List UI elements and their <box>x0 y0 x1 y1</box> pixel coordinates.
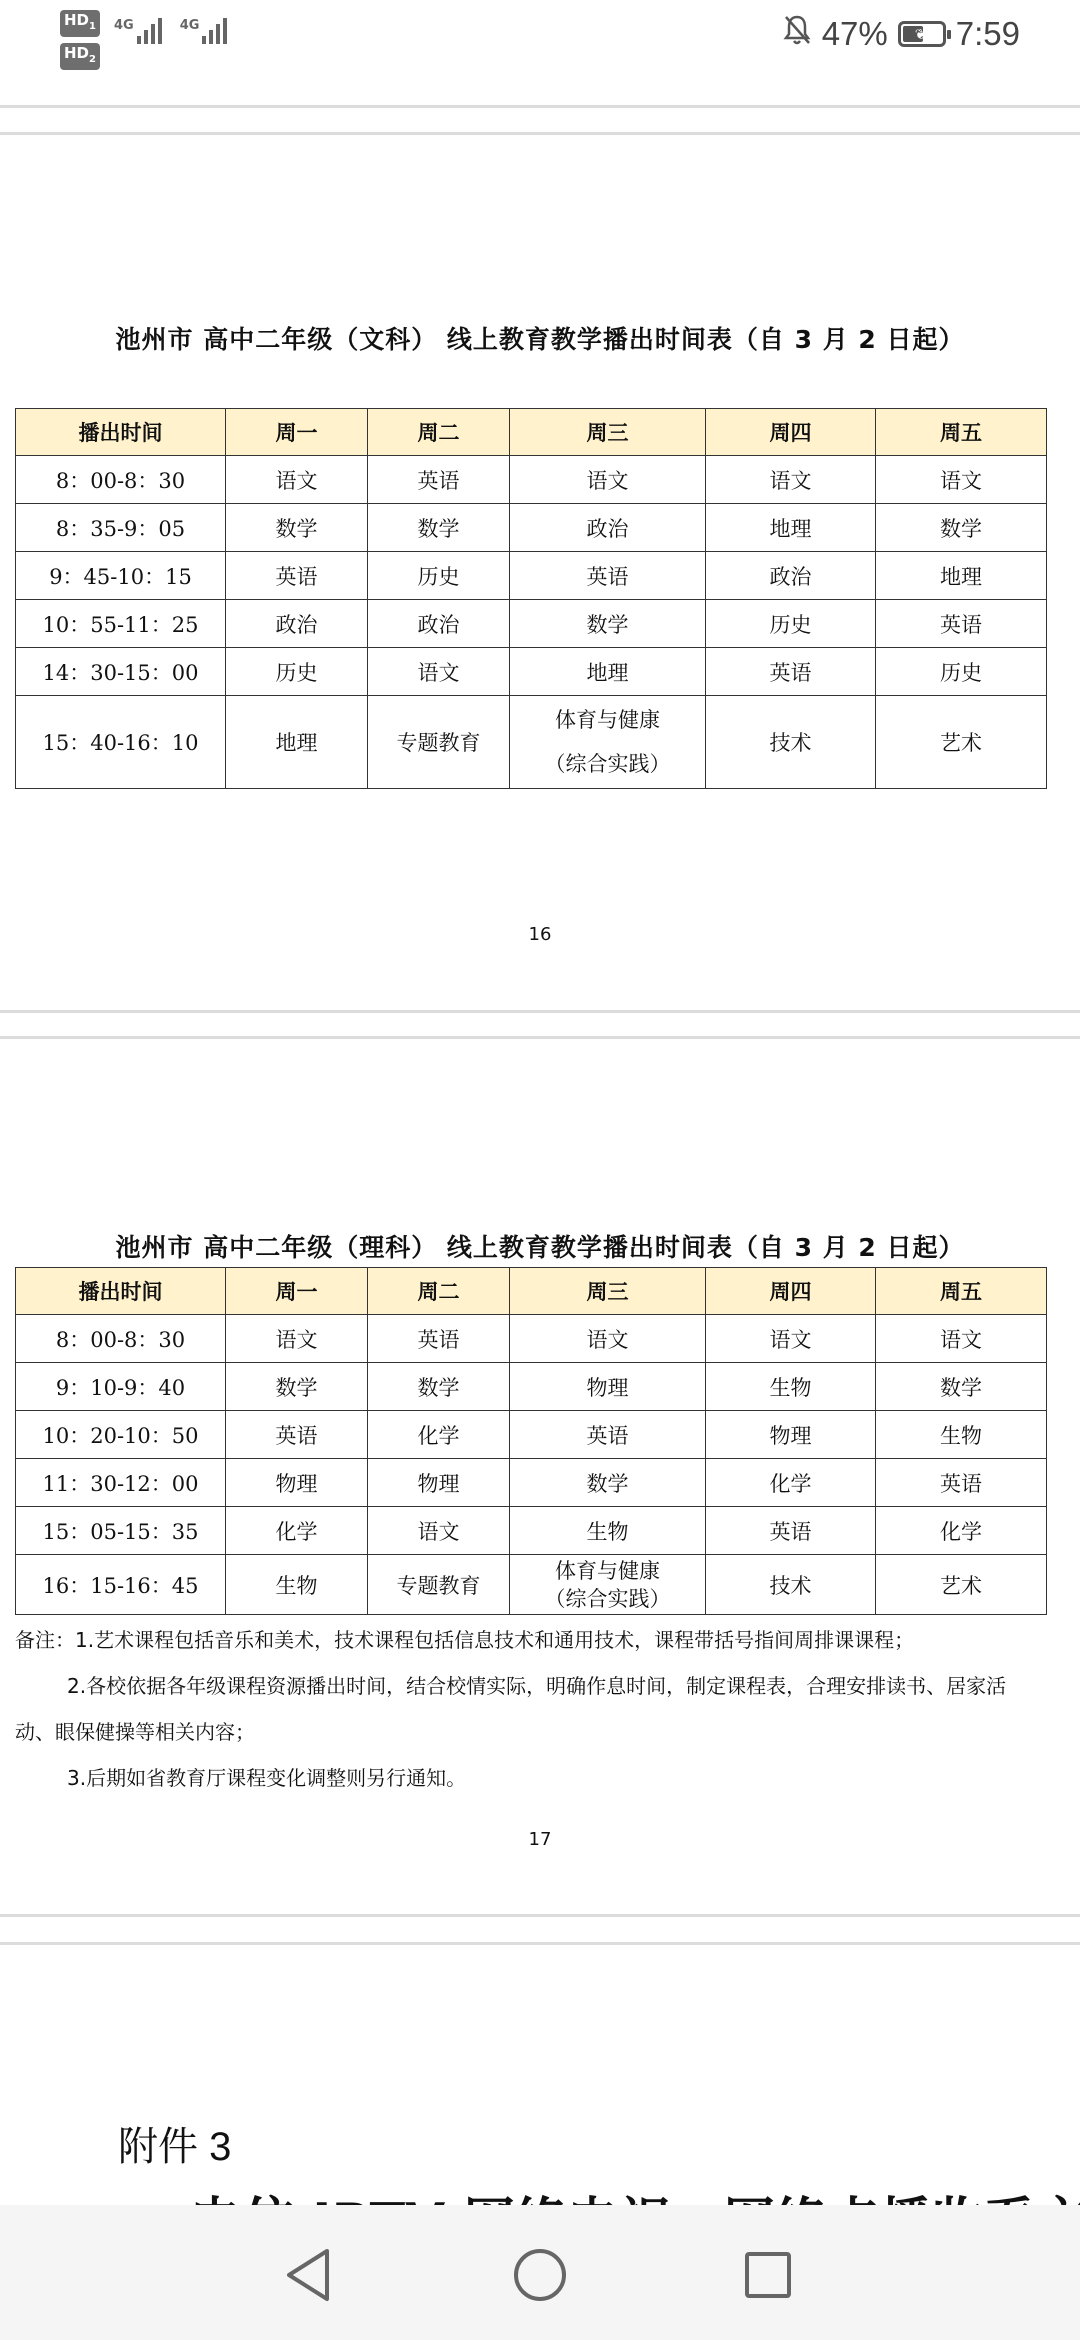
subject-cell: 数学 <box>510 600 706 648</box>
page-divider <box>0 1010 1080 1013</box>
table-header-row <box>16 1268 1047 1315</box>
clock-time: 7:59 <box>955 15 1020 52</box>
navigation-bar <box>0 2205 1080 2340</box>
subject-cell: 历史 <box>368 552 510 600</box>
status-bar-right <box>782 14 1020 54</box>
subject-cell: 语文 <box>510 1315 706 1363</box>
recents-icon[interactable] <box>738 2245 798 2305</box>
subject-cell: 政治 <box>368 600 510 648</box>
table-row <box>16 1507 1047 1555</box>
subject-cell: 英语 <box>226 1411 368 1459</box>
subject-cell: 地理 <box>510 648 706 696</box>
subject-cell: 数学 <box>510 1459 706 1507</box>
arts-schedule-table <box>15 408 1047 789</box>
subject-cell: 专题教育 <box>368 1555 510 1615</box>
subject-text: 体育与健康 <box>555 708 660 732</box>
time-cell: 14：30-15：00 <box>16 648 226 696</box>
page-divider <box>0 132 1080 135</box>
subject-subtext: （综合实践） <box>544 1586 671 1611</box>
subject-cell: 英语 <box>226 552 368 600</box>
subject-cell: 语文 <box>876 1315 1047 1363</box>
time-cell: 9：45-10：15 <box>16 552 226 600</box>
subject-cell: 语文 <box>706 1315 876 1363</box>
subject-cell: 语文 <box>368 1507 510 1555</box>
table-row <box>16 1411 1047 1459</box>
time-cell: 16：15-16：45 <box>16 1555 226 1615</box>
subject-cell: 技术 <box>706 696 876 789</box>
column-header: 周五 <box>876 1268 1047 1315</box>
subject-cell: 历史 <box>876 648 1047 696</box>
page-number: 16 <box>528 924 552 945</box>
subject-cell: 物理 <box>368 1459 510 1507</box>
time-cell: 9：10-9：40 <box>16 1363 226 1411</box>
subject-cell: 地理 <box>226 696 368 789</box>
subject-cell: 数学 <box>226 1363 368 1411</box>
time-cell: 11：30-12：00 <box>16 1459 226 1507</box>
back-icon[interactable] <box>278 2245 338 2305</box>
subject-cell: 生物 <box>510 1507 706 1555</box>
column-header: 周三 <box>510 409 706 456</box>
page-divider <box>0 1914 1080 1917</box>
subject-cell: 历史 <box>226 648 368 696</box>
column-header: 周四 <box>706 409 876 456</box>
subject-cell: 英语 <box>368 1315 510 1363</box>
table-row <box>16 600 1047 648</box>
notes-block <box>15 1617 1065 1801</box>
page-divider <box>0 1036 1080 1039</box>
note-line: 2.各校依据各年级课程资源播出时间，结合校情实际，明确作息时间，制定课程表，合理安排读书、居家活 <box>67 1674 1007 1698</box>
page-divider <box>0 105 1080 108</box>
subject-cell: 技术 <box>706 1555 876 1615</box>
subject-cell: 化学 <box>706 1459 876 1507</box>
status-bar <box>0 0 1080 100</box>
subject-cell-multiline <box>510 696 706 789</box>
battery-icon: ❦ <box>898 21 946 47</box>
table-row <box>16 1459 1047 1507</box>
subject-cell: 政治 <box>226 600 368 648</box>
subject-cell: 历史 <box>706 600 876 648</box>
subject-cell-multiline <box>510 1555 706 1615</box>
time-cell: 10：20-10：50 <box>16 1411 226 1459</box>
table-row <box>16 1363 1047 1411</box>
subject-cell: 英语 <box>876 600 1047 648</box>
subject-cell: 专题教育 <box>368 696 510 789</box>
subject-cell: 艺术 <box>876 696 1047 789</box>
subject-cell: 语文 <box>368 648 510 696</box>
subject-cell: 生物 <box>226 1555 368 1615</box>
table-row <box>16 504 1047 552</box>
subject-cell: 数学 <box>368 504 510 552</box>
network-type-label: 4G <box>113 18 134 33</box>
time-cell: 15：40-16：10 <box>16 696 226 789</box>
column-header: 周三 <box>510 1268 706 1315</box>
subject-cell: 语文 <box>876 456 1047 504</box>
subject-cell: 地理 <box>706 504 876 552</box>
table-row <box>16 696 1047 789</box>
annex-label: 附件 3 <box>118 2125 232 2169</box>
subject-cell: 艺术 <box>876 1555 1047 1615</box>
subject-subtext: （综合实践） <box>544 752 671 776</box>
subject-cell: 语文 <box>226 456 368 504</box>
table-row <box>16 552 1047 600</box>
subject-cell: 生物 <box>876 1411 1047 1459</box>
subject-cell: 政治 <box>706 552 876 600</box>
subject-cell: 数学 <box>876 1363 1047 1411</box>
column-header: 播出时间 <box>16 409 226 456</box>
subject-text: 体育与健康 <box>555 1558 660 1583</box>
subject-cell: 物理 <box>226 1459 368 1507</box>
hd-icon: $HD_2$ <box>60 43 100 70</box>
bell-off-icon <box>782 14 812 54</box>
subject-cell: 政治 <box>510 504 706 552</box>
subject-cell: 语文 <box>510 456 706 504</box>
subject-cell: 物理 <box>706 1411 876 1459</box>
subject-cell: 地理 <box>876 552 1047 600</box>
hd-icon: $HD_1$ <box>60 10 100 37</box>
table-header-row <box>16 409 1047 456</box>
subject-cell: 数学 <box>368 1363 510 1411</box>
subject-cell: 英语 <box>706 1507 876 1555</box>
science-table-title: 池州市 高中二年级（理科） 线上教育教学播出时间表（自 3 月 2 日起） <box>115 1233 965 1262</box>
column-header: 周二 <box>368 409 510 456</box>
subject-cell: 英语 <box>706 648 876 696</box>
subject-cell: 数学 <box>226 504 368 552</box>
science-schedule-table <box>15 1267 1047 1615</box>
note-line: 备注：1.艺术课程包括音乐和美术，技术课程包括信息技术和通用技术，课程带括号指间周排课课程； <box>15 1628 915 1652</box>
subject-cell: 英语 <box>510 1411 706 1459</box>
battery-percent: 47% <box>821 15 888 52</box>
network-type-label: 4G <box>179 18 200 33</box>
subject-cell: 化学 <box>876 1507 1047 1555</box>
table-row <box>16 648 1047 696</box>
table-row <box>16 1315 1047 1363</box>
column-header: 周二 <box>368 1268 510 1315</box>
signal-icon <box>114 18 245 44</box>
table-row <box>16 1555 1047 1615</box>
note-line: 3.后期如省教育厅课程变化调整则另行通知。 <box>67 1766 467 1790</box>
subject-cell: 语文 <box>706 456 876 504</box>
home-icon[interactable] <box>510 2245 570 2305</box>
status-bar-left <box>60 10 245 70</box>
column-header: 周四 <box>706 1268 876 1315</box>
subject-cell: 数学 <box>876 504 1047 552</box>
time-cell: 15：05-15：35 <box>16 1507 226 1555</box>
arts-table-title: 池州市 高中二年级（文科） 线上教育教学播出时间表（自 3 月 2 日起） <box>115 325 965 354</box>
time-cell: 8：00-8：30 <box>16 1315 226 1363</box>
subject-cell: 语文 <box>226 1315 368 1363</box>
time-cell: 10：55-11：25 <box>16 600 226 648</box>
subject-cell: 化学 <box>226 1507 368 1555</box>
column-header: 播出时间 <box>16 1268 226 1315</box>
subject-cell: 生物 <box>706 1363 876 1411</box>
subject-cell: 物理 <box>510 1363 706 1411</box>
subject-cell: 英语 <box>510 552 706 600</box>
note-line: 动、眼保健操等相关内容； <box>15 1720 255 1744</box>
page-divider <box>0 1942 1080 1945</box>
time-cell: 8：35-9：05 <box>16 504 226 552</box>
column-header: 周一 <box>226 1268 368 1315</box>
time-cell: 8：00-8：30 <box>16 456 226 504</box>
column-header: 周五 <box>876 409 1047 456</box>
column-header: 周一 <box>226 409 368 456</box>
table-row <box>16 456 1047 504</box>
subject-cell: 英语 <box>368 456 510 504</box>
subject-cell: 英语 <box>876 1459 1047 1507</box>
subject-cell: 化学 <box>368 1411 510 1459</box>
page-number: 17 <box>528 1829 552 1850</box>
